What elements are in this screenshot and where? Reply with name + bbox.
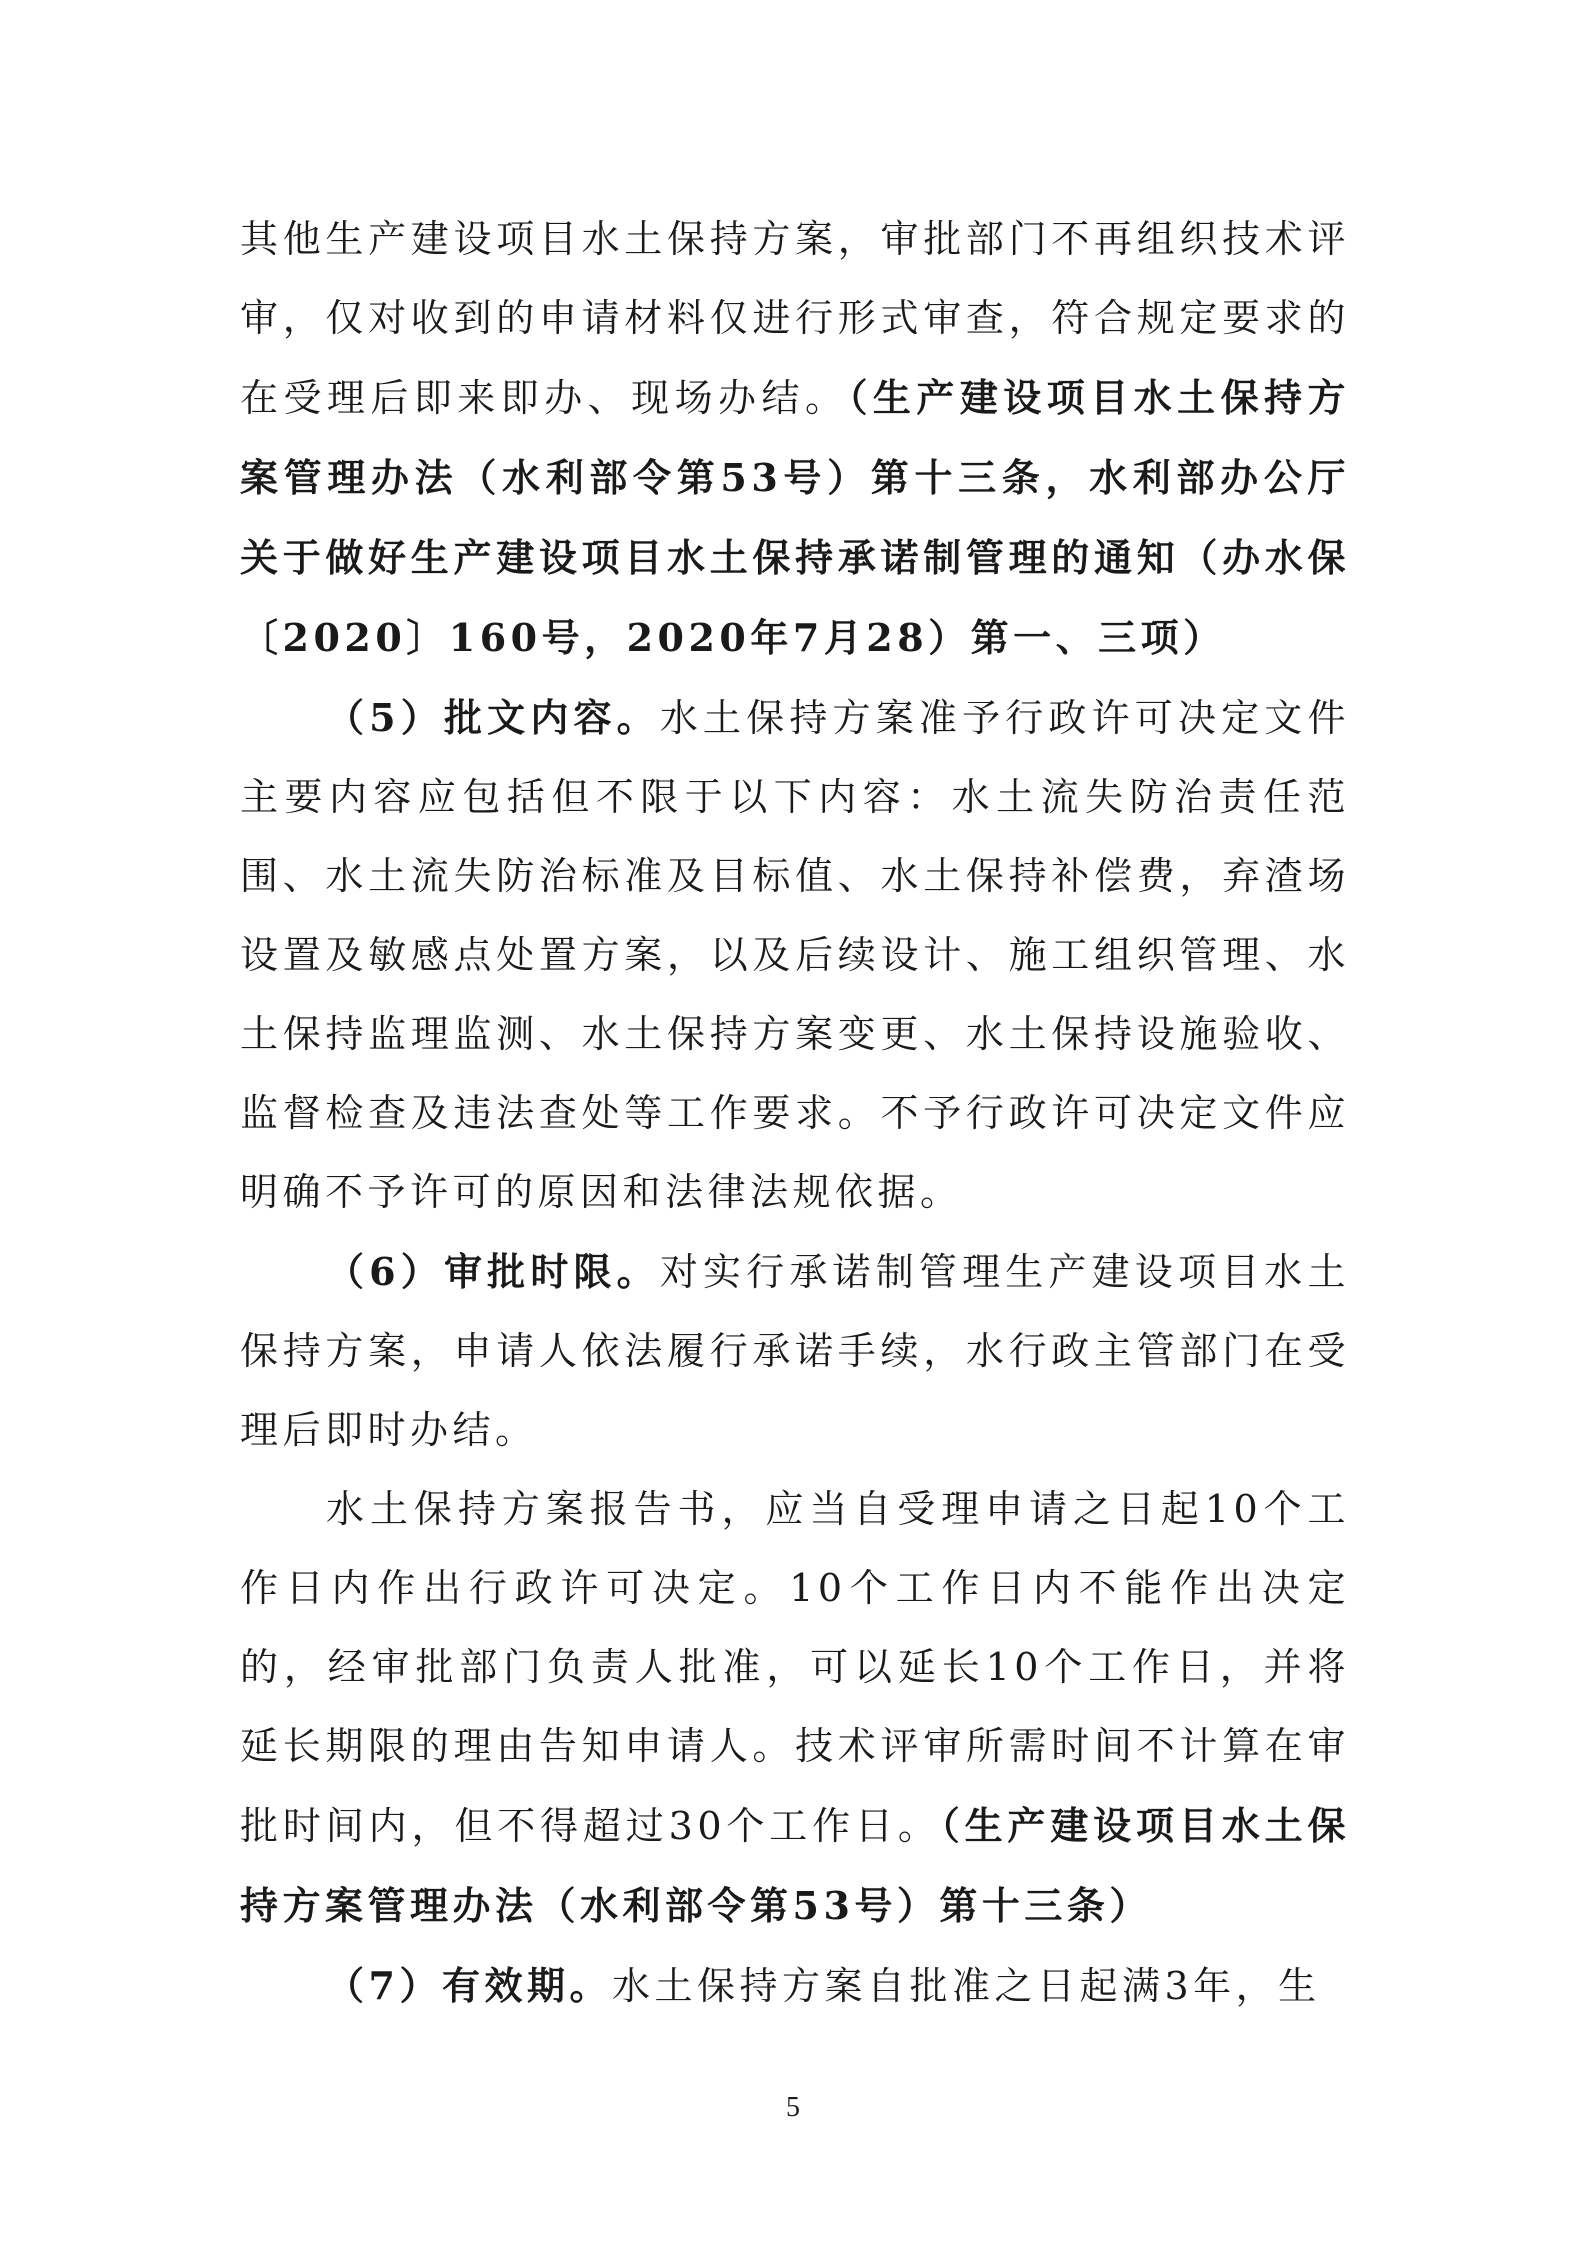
paragraph-approval-content <box>240 678 1350 1232</box>
paragraph-text: 水土保持方案报告书，应当自受理申请之日起10个工作日内作出行政许可决定。10个工作日内不能作出决定的，经审批部门负责人批准，可以延长10个工作日，并将延长期限的理由告知申请人。技术评审所需时间不计算在审批时间内，但不得超过30个工作日。 <box>240 1487 1350 1848</box>
legal-citation: （生产建设项目水土保持方案管理办法（水利部令第53号）第十三条） <box>240 1803 1350 1928</box>
paragraph-text: 水土保持方案自批准之日起满3年，生 <box>611 1964 1321 2008</box>
paragraph-text: 水土保持方案准予行政许可决定文件主要内容应包括但不限于以下内容：水土流失防治责任范围、水土流失防治标准及目标值、水土保持补偿费，弃渣场设置及敏感点处置方案，以及后续设计、施工组织管理、水土保持监理监测、水土保持方案变更、水土保持设施验收、监督检查及违法查处等工作要求。不予行政许可决定文件应明确不予许可的原因和法律法规依据。 <box>240 696 1350 1214</box>
paragraph-approval-time-limit <box>240 1232 1350 1470</box>
section-heading: （5）批文内容。 <box>326 695 660 740</box>
paragraph-text: 对实行承诺制管理生产建设项目水土保持方案，申请人依法履行承诺手续，水行政主管部门在受理后即时办结。 <box>240 1250 1350 1452</box>
paragraph-text: 其他生产建设项目水土保持方案，审批部门不再组织技术评审，仅对收到的申请材料仅进行形式审查，符合规定要求的在受理后即来即办、现场办结。 <box>240 217 1350 420</box>
paragraph-validity-period <box>240 1946 1350 2026</box>
document-page <box>240 200 1350 2026</box>
section-heading: （6）审批时限。 <box>326 1249 660 1294</box>
paragraph-technical-review <box>240 200 1350 678</box>
legal-citation: （生产建设项目水土保持方案管理办法（水利部令第53号）第十三条，水利部办公厅关于做好生产建设项目水土保持承诺制管理的通知（办水保〔2020〕160号，2020年7月28）第一、三项） <box>240 375 1350 660</box>
paragraph-report-time-limit <box>240 1470 1350 1946</box>
page-number: 5 <box>786 2092 800 2123</box>
section-heading: （7）有效期。 <box>326 1963 612 2008</box>
